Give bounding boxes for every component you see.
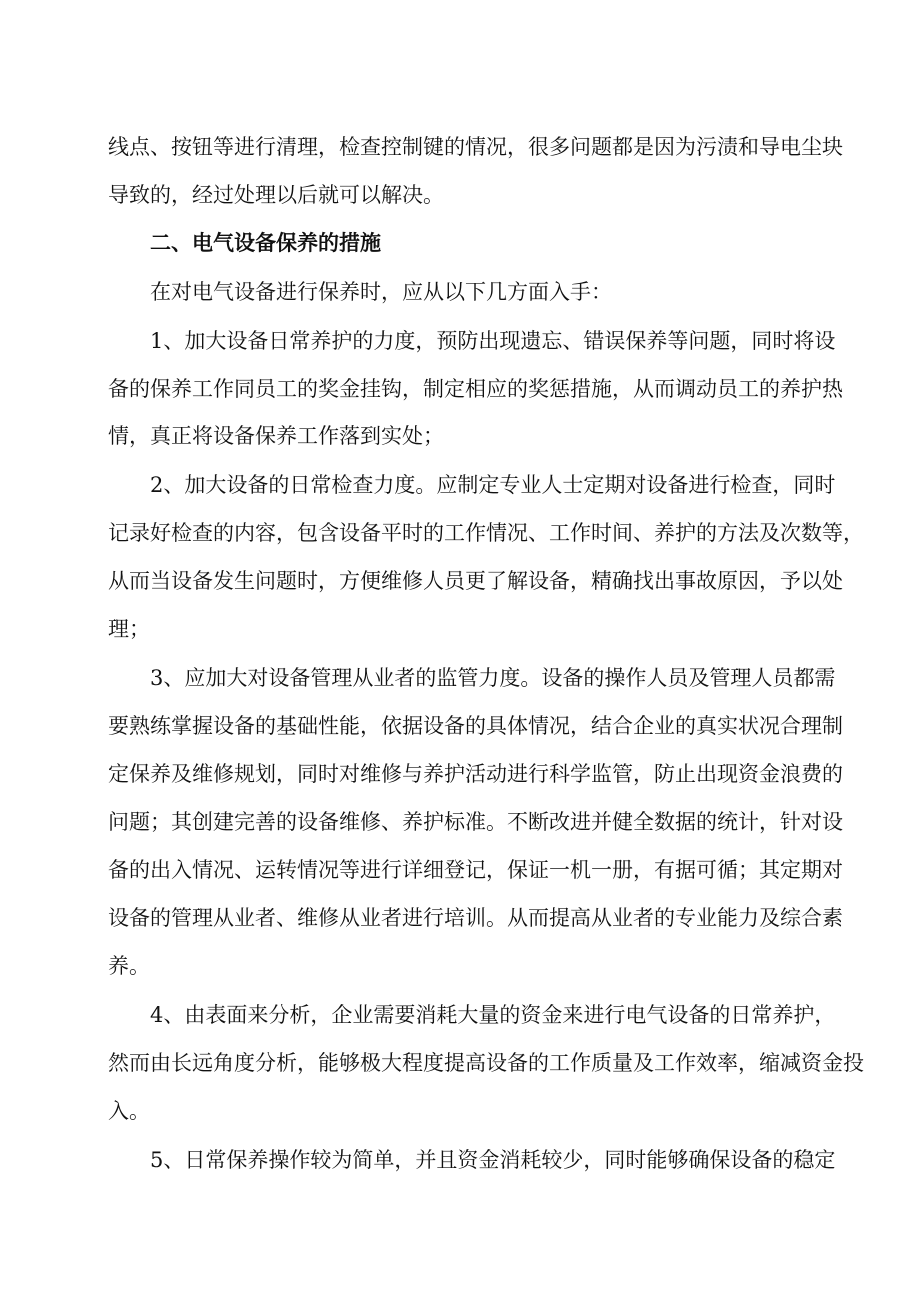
text-line: 记录好检查的内容，包含设备平时的工作情况、工作时间、养护的方法及次数等， [108,521,864,545]
text-line: 备的保养工作同员工的奖金挂钩，制定相应的奖惩措施，从而调动员工的养护热 [108,377,843,401]
text-line: 5、日常保养操作较为简单，并且资金消耗较少，同时能够确保设备的稳定 [150,1148,836,1172]
text-line: 然而由长远角度分析，能够极大程度提高设备的工作质量及工作效率，缩减资金投 [108,1051,864,1075]
text-line: 入。 [108,1099,150,1123]
text-line: 4、由表面来分析，企业需要消耗大量的资金来进行电气设备的日常养护， [150,1003,836,1027]
text-line: 情，真正将设备保养工作落到实处； [108,424,444,448]
text-line: 1、加大设备日常养护的力度，预防出现遗忘、错误保养等问题，同时将设 [150,329,836,353]
text-line: 2、加大设备的日常检查力度。应制定专业人士定期对设备进行检查，同时 [150,473,836,497]
section-heading: 二、电气设备保养的措施 [150,230,381,255]
text-line: 线点、按钮等进行清理，检查控制键的情况，很多问题都是因为污渍和导电尘块 [108,135,843,159]
text-line: 养。 [108,954,150,978]
text-line: 备的出入情况、运转情况等进行详细登记，保证一机一册，有据可循；其定期对 [108,858,843,882]
text-line: 导致的，经过处理以后就可以解决。 [108,183,444,207]
text-line: 定保养及维修规划，同时对维修与养护活动进行科学监管，防止出现资金浪费的 [108,762,843,786]
text-line: 要熟练掌握设备的基础性能，依据设备的具体情况，结合企业的真实状况合理制 [108,714,843,738]
text-line: 理； [108,617,150,641]
text-line: 3、应加大对设备管理从业者的监管力度。设备的操作人员及管理人员都需 [150,666,836,690]
text-line: 设备的管理从业者、维修从业者进行培训。从而提高从业者的专业能力及综合素 [108,906,843,930]
text-line: 问题；其创建完善的设备维修、养护标准。不断改进并健全数据的统计，针对设 [108,810,843,834]
text-line: 从而当设备发生问题时，方便维修人员更了解设备，精确找出事故原因，予以处 [108,569,843,593]
text-line: 在对电气设备进行保养时，应从以下几方面入手： [150,280,612,304]
